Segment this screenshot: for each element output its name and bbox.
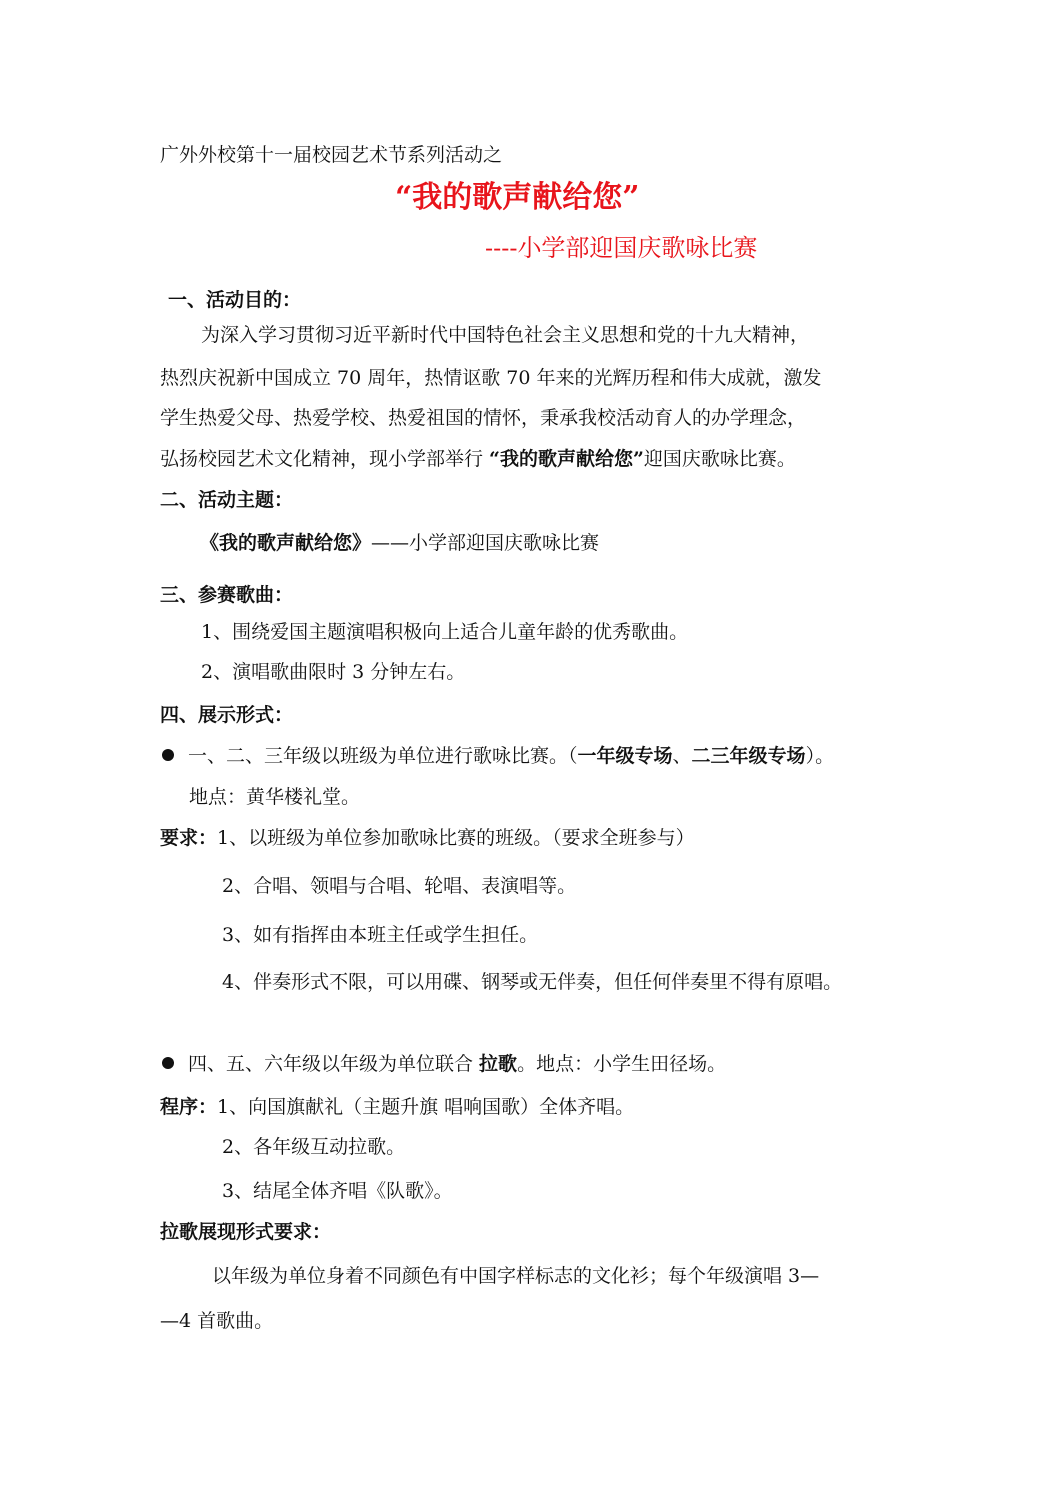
style-requirements-line: 以年级为单位身着不同颜色有中国字样标志的文化衫；每个年级演唱 3— (212, 1265, 820, 1287)
document-subtitle: ----小学部迎国庆歌咏比赛 (485, 234, 758, 262)
text-run: 、 (672, 745, 692, 767)
bullet-icon (162, 749, 174, 761)
procedure-item: 2、各年级互动拉歌。 (222, 1136, 406, 1158)
location-line: 地点：黄华楼礼堂。 (189, 786, 361, 808)
section1-heading: 一、活动目的： (168, 289, 302, 311)
section3-item: 1、围绕爱国主题演唱积极向上适合儿童年龄的优秀歌曲。 (201, 621, 689, 643)
requirement-item: 2、合唱、领唱与合唱、轮唱、表演唱等。 (222, 875, 577, 897)
document-title: “我的歌声献给您” (395, 180, 640, 215)
section3-item: 2、演唱歌曲限时 3 分钟左右。 (201, 661, 466, 683)
text-run: ——小学部迎国庆歌咏比赛 (371, 532, 600, 554)
text-run: 1、以班级为单位参加歌咏比赛的班级。（要求全班参与） (217, 827, 695, 849)
section4-heading: 四、展示形式： (160, 704, 294, 726)
section2-theme (200, 530, 599, 556)
section1-paragraph-line (160, 446, 796, 472)
text-run: ）。 (805, 745, 835, 767)
procedure-label: 程序： (160, 1096, 218, 1118)
text-run: 迎国庆歌咏比赛。 (643, 448, 796, 470)
requirements-label: 要求： (160, 827, 218, 849)
procedure-item: 3、结尾全体齐唱《队歌》。 (222, 1180, 453, 1202)
text-run: 一年级专场 (577, 745, 673, 767)
requirements-line (160, 825, 695, 851)
text-run: 弘扬校园艺术文化精神，现小学部举行 (160, 448, 490, 470)
text-run: 拉歌 (479, 1053, 518, 1075)
text-run: 1、向国旗献礼（主题升旗 唱响国歌）全体齐唱。 (217, 1096, 635, 1118)
style-requirements-heading: 拉歌展现形式要求： (160, 1221, 332, 1243)
series-caption: 广外外校第十一届校园艺术节系列活动之 (160, 144, 503, 166)
requirement-item: 4、伴奏形式不限，可以用碟、钢琴或无伴奏，但任何伴奏里不得有原唱。 (222, 971, 843, 993)
procedure-line (160, 1094, 634, 1120)
text-run: 二三年级专场 (691, 745, 806, 767)
section3-heading: 三、参赛歌曲： (160, 584, 294, 606)
theme-title: 《我的歌声献给您》 (200, 532, 372, 554)
bullet-item (162, 1051, 726, 1077)
bullet-item (162, 743, 834, 769)
text-run: 。地点：小学生田径场。 (517, 1053, 727, 1075)
text-run: 一、二、三年级以班级为单位进行歌咏比赛。（ (188, 745, 578, 767)
section2-heading: 二、活动主题： (160, 489, 294, 511)
section1-paragraph-line: 热烈庆祝新中国成立 70 周年，热情讴歌 70 年来的光辉历程和伟大成就，激发 (160, 367, 822, 389)
bullet-icon (162, 1057, 174, 1069)
section1-paragraph-line: 为深入学习贯彻习近平新时代中国特色社会主义思想和党的十九大精神， (201, 324, 810, 346)
emphasis-title: “我的歌声献给您” (489, 448, 644, 470)
text-run: 四、五、六年级以年级为单位联合 (188, 1053, 480, 1075)
section1-paragraph-line: 学生热爱父母、热爱学校、热爱祖国的情怀，秉承我校活动育人的办学理念， (160, 407, 807, 429)
style-requirements-line: —4 首歌曲。 (160, 1310, 274, 1332)
requirement-item: 3、如有指挥由本班主任或学生担任。 (222, 924, 539, 946)
